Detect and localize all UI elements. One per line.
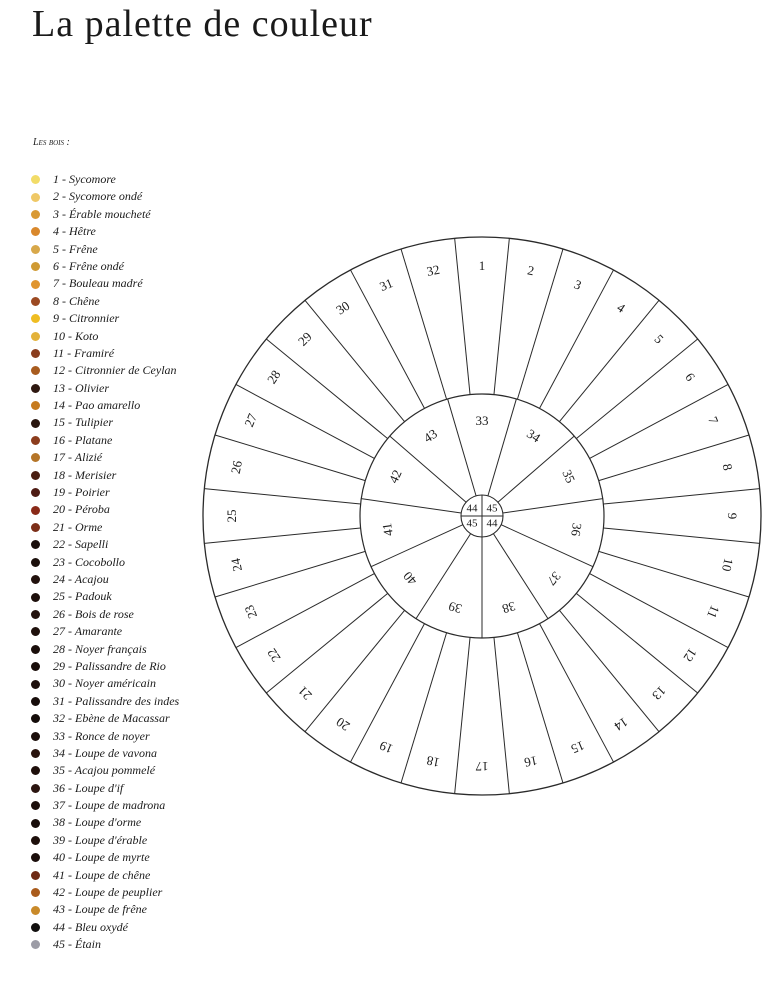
outer-sector-label: 23 (241, 602, 260, 621)
inner-sector-label: 43 (420, 425, 440, 446)
legend-label: 40 - Loupe de myrte (53, 850, 150, 865)
inner-divider (448, 399, 476, 496)
outer-sector-label: 12 (680, 645, 701, 665)
outer-sector-label: 2 (526, 262, 536, 279)
center-label: 44 (466, 502, 478, 515)
outer-sector-label: 20 (333, 714, 353, 735)
legend-label: 30 - Noyer américain (53, 676, 156, 691)
outer-sector-label: 5 (651, 331, 667, 347)
legend-label: 18 - Merisier (53, 467, 117, 482)
legend-label: 44 - Bleu oxydé (53, 919, 128, 934)
legend-label: 29 - Palissandre de Rio (53, 658, 166, 673)
legend-label: 2 - Sycomore ondé (53, 189, 143, 204)
legend-label: 3 - Érable moucheté (53, 206, 151, 221)
legend-label: 4 - Hêtre (53, 224, 96, 239)
inner-sector-label: 39 (446, 598, 464, 617)
inner-divider (503, 499, 603, 513)
inner-divider (498, 436, 574, 502)
legend-label: 26 - Bois de rose (53, 606, 134, 621)
outer-divider (204, 489, 360, 504)
inner-divider (390, 436, 466, 502)
legend-label: 31 - Palissandre des indes (53, 693, 180, 708)
inner-sector-label: 36 (568, 522, 585, 538)
inner-sector-label: 37 (544, 568, 565, 589)
legend-label: 43 - Loupe de frêne (53, 902, 147, 917)
outer-sector-label: 30 (333, 297, 353, 318)
outer-sector-label: 26 (227, 459, 245, 475)
outer-divider (305, 610, 405, 731)
outer-divider (559, 610, 659, 731)
legend-label: 5 - Frêne (53, 241, 98, 256)
page-title: La palette de couleur (32, 3, 373, 45)
outer-divider (455, 637, 470, 793)
legend-label: 14 - Pao amarello (53, 398, 141, 413)
outer-sector-label: 9 (725, 512, 741, 520)
inner-sector-label: 42 (385, 467, 405, 486)
outer-divider (576, 339, 697, 439)
outer-divider (559, 300, 659, 421)
legend-label: 28 - Noyer français (53, 641, 147, 656)
outer-sector-label: 16 (523, 753, 539, 771)
center-label: 45 (466, 517, 478, 530)
legend-label: 41 - Loupe de chêne (53, 867, 151, 882)
outer-divider (455, 238, 470, 394)
legend-label: 39 - Loupe d'érable (53, 832, 148, 847)
legend-label: 45 - Étain (53, 937, 101, 952)
inner-sector-label: 38 (500, 598, 518, 617)
outer-sector-label: 13 (649, 683, 670, 704)
outer-sector-label: 18 (425, 753, 441, 771)
legend-label: 27 - Amarante (53, 624, 123, 639)
legend-label: 25 - Padouk (53, 589, 112, 604)
legend-label: 10 - Koto (53, 328, 99, 343)
inner-sector-label: 35 (559, 467, 579, 486)
inner-divider (493, 534, 548, 619)
legend-heading: Les bois : (33, 137, 70, 148)
outer-sector-label: 7 (705, 414, 722, 427)
outer-divider (305, 297, 405, 421)
outer-divider (263, 339, 387, 439)
outer-sector-label: 4 (614, 299, 629, 316)
legend-label: 11 - Framiré (53, 345, 115, 360)
outer-sector-label: 25 (223, 509, 239, 523)
outer-sector-label: 27 (241, 411, 260, 430)
legend-label: 9 - Citronnier (53, 311, 120, 326)
legend-label: 13 - Olivier (53, 380, 109, 395)
legend-label: 12 - Citronnier de Ceylan (53, 363, 177, 378)
inner-sector-label: 41 (379, 522, 396, 538)
legend-label: 33 - Ronce de noyer (53, 728, 150, 743)
outer-divider (494, 238, 509, 394)
outer-sector-label: 22 (263, 645, 284, 665)
outer-divider (263, 593, 387, 693)
inner-sector-label: 33 (475, 412, 489, 428)
legend-label: 23 - Cocobollo (53, 554, 125, 569)
outer-sector-label: 15 (568, 738, 587, 757)
inner-sector-label: 40 (399, 568, 420, 589)
outer-sector-label: 1 (478, 257, 486, 273)
outer-divider (603, 489, 759, 504)
legend-label: 16 - Platane (53, 432, 113, 447)
outer-sector-label: 6 (682, 369, 699, 384)
legend-label: 15 - Tulipier (53, 415, 114, 430)
legend-label: 20 - Péroba (53, 502, 110, 517)
outer-divider (603, 528, 759, 543)
outer-sector-label: 3 (571, 276, 584, 293)
legend-label: 21 - Orme (53, 519, 103, 534)
inner-sector-label: 34 (524, 425, 544, 446)
legend-label: 6 - Frêne ondé (53, 258, 124, 273)
outer-divider (576, 593, 697, 693)
outer-sector-label: 10 (719, 557, 737, 573)
outer-sector-label: 29 (294, 328, 315, 349)
legend-label: 17 - Alizié (53, 450, 103, 465)
inner-divider (488, 399, 516, 496)
outer-sector-label: 8 (719, 462, 736, 472)
outer-sector-label: 21 (294, 683, 315, 704)
legend-label: 24 - Acajou (53, 571, 109, 586)
legend-label: 42 - Loupe de peuplier (53, 885, 163, 900)
outer-sector-label: 17 (475, 759, 489, 775)
legend-label: 22 - Sapelli (53, 537, 109, 552)
legend-label: 1 - Sycomore (53, 172, 116, 186)
outer-sector-label: 19 (377, 738, 396, 757)
outer-sector-label: 32 (425, 261, 441, 279)
legend-label: 37 - Loupe de madrona (53, 798, 166, 813)
center-label: 44 (486, 517, 498, 530)
legend-label: 35 - Acajou pommelé (53, 763, 156, 778)
outer-divider (204, 528, 360, 543)
outer-divider (494, 637, 509, 793)
outer-sector-label: 11 (704, 603, 723, 621)
inner-divider (361, 499, 461, 513)
legend-label: 32 - Ebène de Macassar (53, 711, 170, 726)
center-label: 45 (486, 502, 498, 515)
legend-label: 19 - Poirier (53, 485, 110, 500)
legend-label: 8 - Chêne (53, 293, 100, 308)
outer-sector-label: 24 (227, 557, 245, 573)
legend-label: 7 - Bouleau madré (53, 276, 143, 291)
legend-label: 36 - Loupe d'if (53, 780, 124, 795)
legend-label: 38 - Loupe d'orme (53, 815, 142, 830)
outer-sector-label: 28 (263, 367, 284, 387)
legend-label: 34 - Loupe de vavona (53, 745, 157, 760)
outer-sector-label: 31 (377, 275, 396, 294)
outer-sector-label: 14 (611, 714, 631, 735)
